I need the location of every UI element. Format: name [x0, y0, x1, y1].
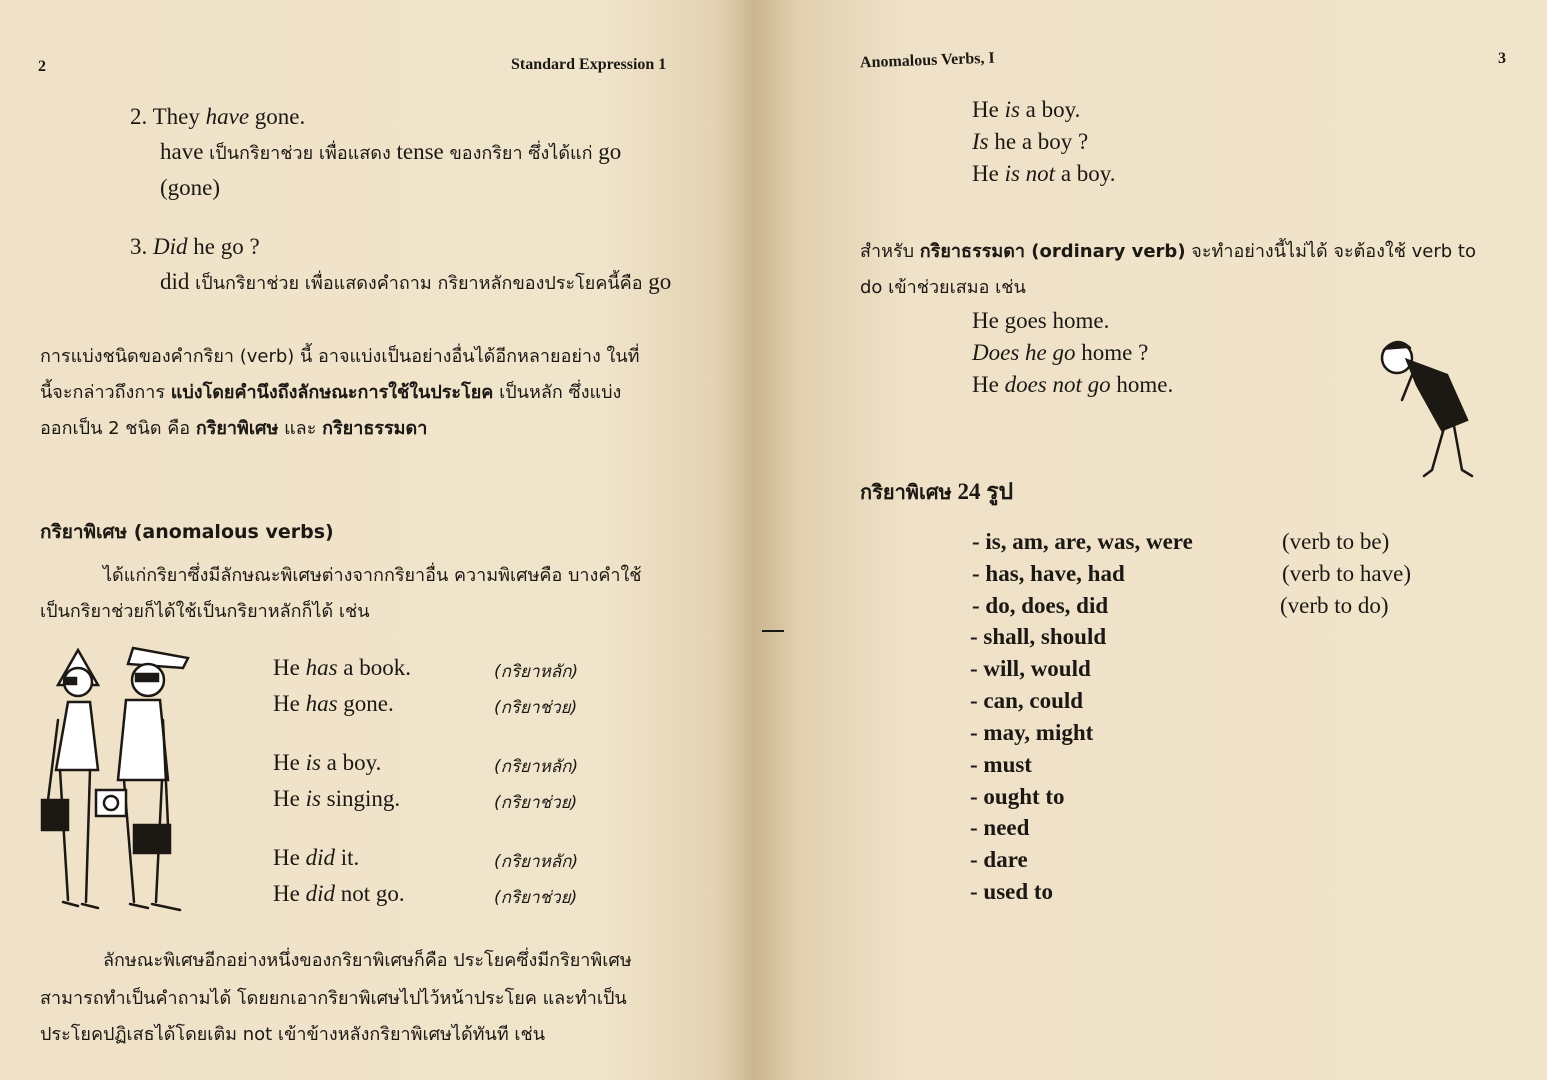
thai-text: เป็นหลัก ซึ่งแบ่ง: [493, 382, 622, 403]
item-3-explanation: [160, 268, 671, 297]
example-sentence: He did not go.: [273, 881, 405, 906]
term: have: [160, 139, 204, 164]
example-sentence: Is he a boy ?: [972, 129, 1089, 154]
paragraph-2-line-2: เป็นกริยาช่วยก็ได้ใช้เป็นกริยาหลักก็ได้ เช่น: [40, 601, 370, 622]
list-item: - can, could: [970, 688, 1084, 713]
left-page: [0, 0, 752, 1080]
paragraph-line-1: สำหรับ กริยาธรรมดา (ordinary verb) จะทำอย่างนี้ไม่ได้ จะต้องใช้ verb to: [860, 241, 1476, 262]
example-sentence: He is not a boy.: [972, 161, 1116, 186]
sentence-part: he go ?: [187, 234, 260, 259]
example-sentence: He is singing.: [273, 786, 401, 811]
example-sentence: He did it.: [273, 845, 360, 870]
list-item: - may, might: [970, 720, 1094, 745]
list-note: (verb to do): [1280, 593, 1389, 618]
example-tag: (กริยาช่วย): [494, 698, 578, 718]
example-tag: (กริยาหลัก): [494, 757, 579, 777]
item-2-gone: (gone): [160, 175, 221, 200]
term: go: [598, 139, 622, 164]
thai-text: เป็นกริยาช่วย เพื่อแสดง: [203, 143, 397, 164]
heading-thai: กริยาพิเศษ: [860, 480, 952, 504]
paragraph-2-line-1: ได้แก่กริยาซึ่งมีลักษณะพิเศษต่างจากกริยาอื่น ความพิเศษคือ บางคำใช้: [103, 565, 642, 586]
thai-bold: กริยาธรรมดา: [322, 418, 428, 439]
example-item-3: [130, 234, 260, 260]
example-tag: (กริยาหลัก): [494, 662, 579, 682]
example-sentence: He is a boy.: [972, 97, 1081, 122]
item-number: 2.: [130, 104, 148, 129]
list-item: - dare: [970, 847, 1028, 872]
paragraph-1-line-2: [40, 377, 621, 406]
running-head: Standard Expression 1: [511, 56, 667, 73]
item-number: 3.: [130, 234, 148, 259]
section-heading: กริยาพิเศษ (anomalous verbs): [40, 521, 334, 543]
item-2-explanation: [160, 138, 621, 167]
thai-text: ออกเป็น 2 ชนิด คือ: [40, 418, 196, 439]
term: did: [160, 269, 190, 294]
example-tag: (กริยาหลัก): [494, 852, 579, 872]
list-note: (verb to be): [1282, 529, 1390, 554]
example-item-2: [130, 104, 305, 130]
sentence-part: gone.: [249, 104, 306, 129]
heading-count: 24 รูป: [951, 479, 1014, 504]
thai-text: เป็นกริยาช่วย เพื่อแสดงคำถาม กริยาหลักของประโยคนี้คือ: [189, 273, 649, 294]
sentence-italic: Did: [153, 234, 188, 259]
example-sentence: He goes home.: [972, 308, 1110, 333]
example-sentence: He has a book.: [273, 655, 411, 680]
sentence-part: They: [152, 104, 206, 129]
list-item: - need: [970, 815, 1030, 840]
term: tense: [396, 139, 444, 164]
example-sentence: He is a boy.: [273, 750, 382, 775]
example-sentence: He does not go home.: [972, 372, 1174, 397]
list-note: (verb to have): [1282, 561, 1411, 586]
page-number: 3: [1498, 50, 1506, 67]
page-number: 2: [38, 58, 46, 75]
thai-text: ของกริยา ซึ่งได้แก่: [443, 143, 599, 164]
list-heading: [860, 474, 1013, 510]
thai-text: นี้จะกล่าวถึงการ: [40, 382, 171, 403]
running-head: Anomalous Verbs, I: [859, 49, 995, 72]
right-page: [752, 0, 1547, 1080]
example-sentence: He has gone.: [273, 691, 394, 716]
list-item: - used to: [970, 879, 1054, 904]
thai-text: และ: [278, 418, 323, 439]
thai-bold: กริยาพิเศษ: [195, 418, 279, 439]
sentence-italic: have: [205, 104, 250, 129]
list-item: - shall, should: [970, 624, 1107, 649]
example-tag: (กริยาช่วย): [494, 888, 578, 908]
paragraph-3-line-2: สามารถทำเป็นคำถามได้ โดยยกเอากริยาพิเศษไปไว้หน้าประโยค และทำเป็น: [40, 988, 627, 1009]
couple-illustration: [38, 640, 198, 925]
gutter-mark: [762, 630, 784, 632]
list-item: - is, am, are, was, were: [972, 529, 1193, 554]
paragraph-line-2: do เข้าช่วยเสมอ เช่น: [860, 277, 1026, 298]
term: go: [648, 269, 672, 294]
paragraph-3-line-1: ลักษณะพิเศษอีกอย่างหนึ่งของกริยาพิเศษก็คือ ประโยคซึ่งมีกริยาพิเศษ: [103, 950, 632, 971]
man-illustration: [1372, 330, 1482, 485]
example-tag: (กริยาช่วย): [494, 793, 578, 813]
paragraph-1-line-1: การแบ่งชนิดของคำกริยา (verb) นี้ อาจแบ่งเป็นอย่างอื่นได้อีกหลายอย่าง ในที่: [40, 346, 640, 367]
list-item: - has, have, had: [972, 561, 1125, 586]
thai-bold: แบ่งโดยคำนึงถึงลักษณะการใช้ในประโยค: [170, 382, 494, 403]
list-item: - ought to: [970, 784, 1065, 809]
list-item: - do, does, did: [972, 593, 1109, 618]
paragraph-1-line-3: [40, 413, 427, 442]
list-item: - will, would: [970, 656, 1091, 681]
list-item: - must: [970, 752, 1032, 777]
example-sentence: Does he go home ?: [972, 340, 1149, 365]
paragraph-3-line-3: ประโยคปฏิเสธได้โดยเติม not เข้าข้างหลังกริยาพิเศษได้ทันที เช่น: [40, 1024, 546, 1045]
